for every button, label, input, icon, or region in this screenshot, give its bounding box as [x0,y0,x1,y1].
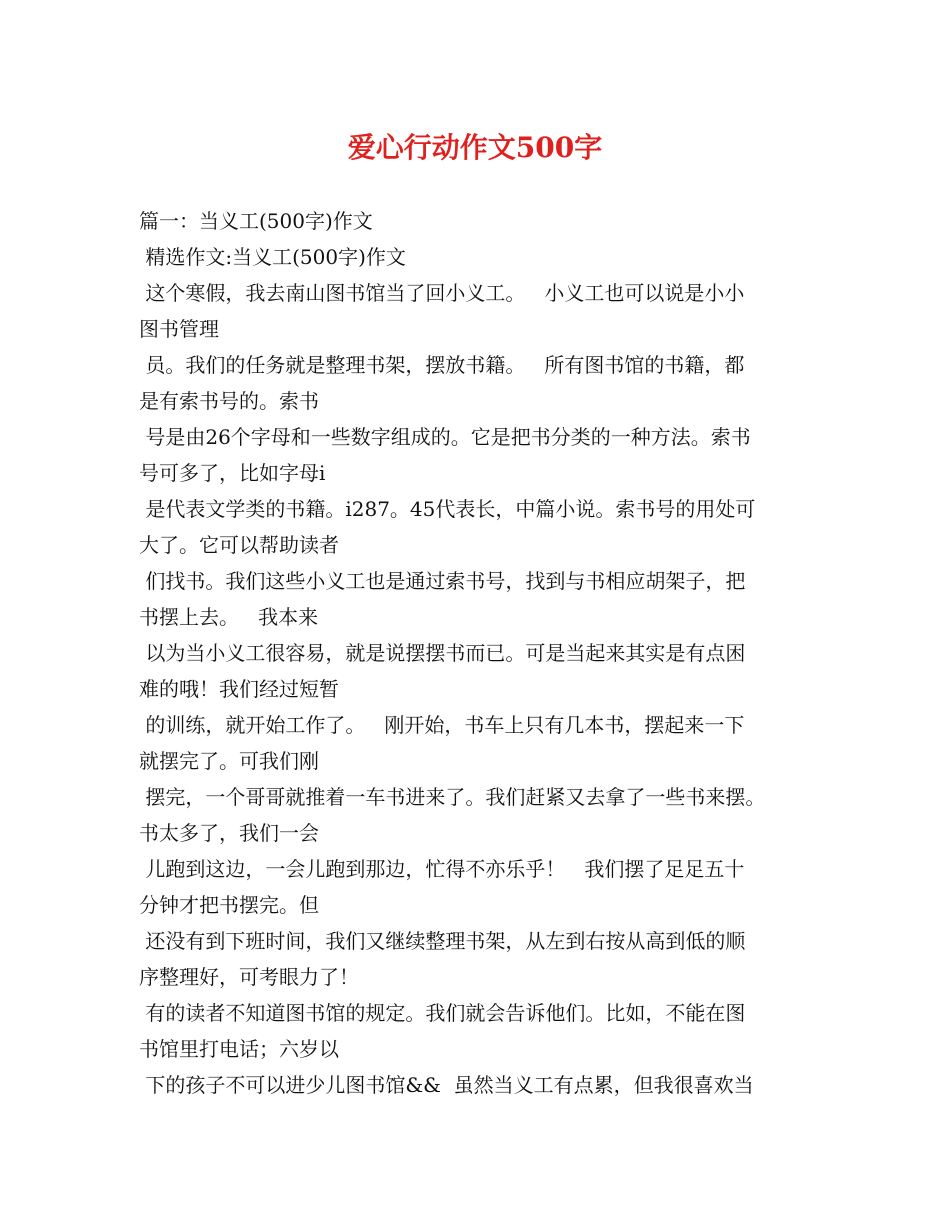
text-line: 有的读者不知道图书馆的规定。我们就会告诉他们。比如，不能在图 [139,1001,746,1025]
text-line: 大了。它可以帮助读者 [139,533,339,557]
text-line: 是代表文学类的书籍。i287。45代表长，中篇小说。索书号的用处可 [139,497,756,521]
text-line: 难的哦！我们经过短暂 [139,677,339,701]
text-line: 是有索书号的。索书 [139,389,319,413]
text-line: 摆完，一个哥哥就推着一车书进来了。我们赶紧又去拿了一些书来摆。 [139,785,766,809]
text-line: 书摆上去。 我本来 [139,605,319,629]
text-line: 分钟才把书摆完。但 [139,893,319,917]
text-line: 就摆完了。可我们刚 [139,749,319,773]
text-line: 序整理好，可考眼力了！ [139,965,359,989]
text-line: 以为当小义工很容易，就是说摆摆书而已。可是当起来其实是有点困 [139,641,746,665]
document-title: 爱心行动作文500字 [347,131,603,164]
text-line: 书太多了，我们一会 [139,821,319,845]
text-line: 篇一：当义工(500字)作文 [139,209,373,233]
text-line: 这个寒假，我去南山图书馆当了回小义工。 小义工也可以说是小小 [139,281,745,305]
text-line: 的训练，就开始工作了。 刚开始，书车上只有几本书，摆起来一下 [139,713,745,737]
text-line: 图书管理 [139,317,219,341]
text-line: 号是由26个字母和一些数字组成的。它是把书分类的一种方法。索书 [139,425,751,449]
text-line: 还没有到下班时间，我们又继续整理书架，从左到右按从高到低的顺 [139,929,746,953]
text-line: 精选作文:当义工(500字)作文 [139,245,406,269]
text-line: 号可多了，比如字母i [139,461,326,485]
document-body [139,203,819,1103]
text-line: 们找书。我们这些小义工也是通过索书号，找到与书相应胡架子，把 [139,569,746,593]
text-line: 员。我们的任务就是整理书架，摆放书籍。 所有图书馆的书籍，都 [139,353,745,377]
text-line: 下的孩子不可以进少儿图书馆&& 虽然当义工有点累，但我很喜欢当 [139,1073,754,1097]
text-line: 书馆里打电话；六岁以 [139,1037,339,1061]
text-line: 儿跑到这边，一会儿跑到那边，忙得不亦乐乎！ 我们摆了足足五十 [139,857,745,881]
